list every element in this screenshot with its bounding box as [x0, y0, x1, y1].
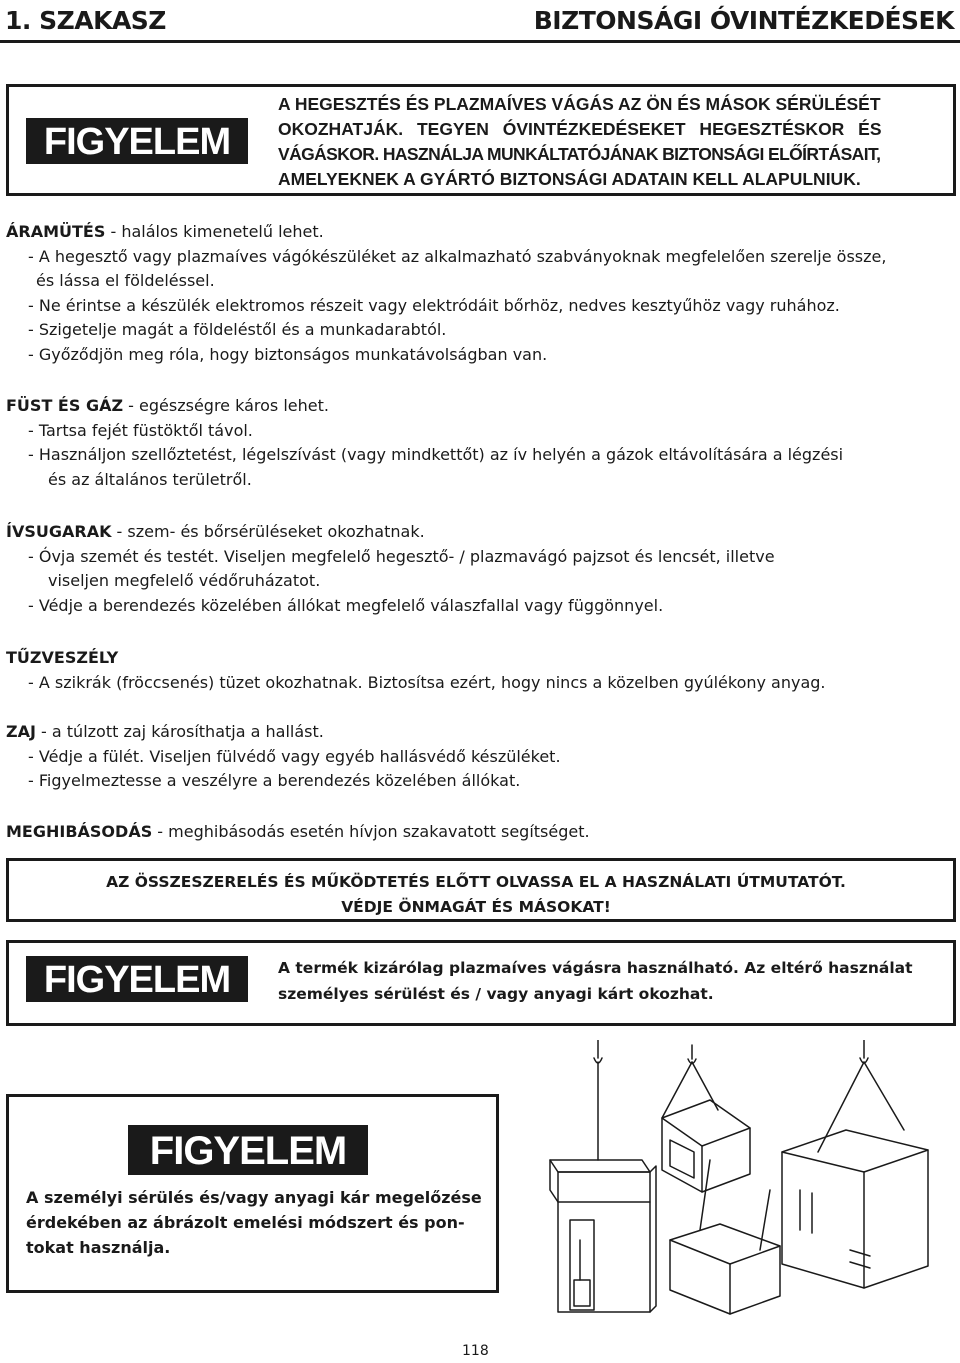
section-heading: ÍVSUGARAK [6, 522, 112, 541]
machine-single-hook [550, 1040, 656, 1312]
section-line: - Használjon szellőztetést, légelszívást (vagy mindkettőt) az ív helyén a gázok eltávolítására a légzési [28, 445, 844, 464]
page-header [0, 0, 960, 48]
section-line: - Tartsa fejét füstöktől távol. [28, 420, 253, 440]
section-electric-shock [6, 220, 886, 367]
section-heading-line [6, 520, 775, 545]
warning-middle-line: A termék kizárólag plazmaíves vágásra használható. Az eltérő használat [278, 959, 913, 977]
warning-badge-middle: FIGYELEM [26, 956, 248, 1002]
section-line: viseljen megfelelő védőruházatot. [48, 571, 321, 590]
notice-line: AZ ÖSSZESZERELÉS ÉS MŰKÖDTETÉS ELŐTT OLVASSA EL A HASZNÁLATI ÚTMUTATÓT. [106, 873, 846, 891]
warning-top-text [278, 92, 941, 192]
section-line: és lássa el földeléssel. [36, 271, 215, 290]
section-line: és az általános területről. [48, 469, 252, 489]
section-heading-line [6, 820, 590, 845]
section-line: - Védje a berendezés közelében állókat megfelelő válaszfallal vagy függönnyel. [28, 595, 664, 615]
section-line: - A szikrák (fröccsenés) tüzet okozhatnak. Biztosítsa ezért, hogy nincs a közelben gyúlékony anyag. [28, 672, 826, 692]
warning-bottom-line: tokat használja. [26, 1238, 171, 1257]
notice-line: VÉDJE ÖNMAGÁT ÉS MÁSOKAT! [341, 898, 611, 916]
section-line: - Győződjön meg róla, hogy biztonságos munkatávolságban van. [28, 344, 548, 364]
section-desc: - szem- és bőrsérüléseket okozhatnak. [111, 522, 425, 541]
section-desc: - egészségre káros lehet. [123, 396, 329, 415]
warning-bottom-line: A személyi sérülés és/vagy anyagi kár megelőzése [26, 1188, 482, 1207]
section-malfunction [6, 820, 590, 845]
warning-top-line: A HEGESZTÉS ÉS PLAZMAÍVES VÁGÁS AZ ÖN ÉS MÁSOK SÉRÜLÉSÉT [278, 94, 881, 114]
section-heading: TŰZVESZÉLY [6, 648, 119, 667]
page-number: 118 [462, 1343, 489, 1359]
section-noise [6, 720, 561, 794]
section-line: - Védje a fülét. Viseljen fülvédő vagy egyéb hallásvédő készüléket. [28, 746, 561, 766]
section-line: - Ne érintse a készülék elektromos részeit vagy elektródáit bőrhöz, nedves kesztyűhöz vagy ruhához. [28, 295, 840, 315]
section-title: BIZTONSÁGI ÓVINTÉZKEDÉSEK [533, 6, 954, 35]
section-desc: - a túlzott zaj károsíthatja a hallást. [35, 722, 324, 741]
section-desc: - halálos kimenetelű lehet. [105, 222, 324, 241]
section-desc: - meghibásodás esetén hívjon szakavatott segítséget. [152, 822, 590, 841]
warning-bottom-line: érdekében az ábrázolt emelési módszert és pon- [26, 1213, 465, 1232]
warning-top-line: AMELYEKNEK A GYÁRTÓ BIZTONSÁGI ADATAIN KELL ALAPULNIUK. [278, 169, 861, 189]
section-line: - Szigetelje magát a földeléstől és a munkadarabtól. [28, 320, 447, 339]
section-heading-line [6, 720, 561, 745]
section-number: 1. SZAKASZ [5, 6, 166, 35]
section-line: - Figyelmeztesse a veszélyre a berendezés közelében állókat. [28, 771, 521, 790]
section-heading-line [6, 394, 843, 419]
warning-badge-bottom: FIGYELEM [128, 1125, 368, 1175]
section-heading: MEGHIBÁSODÁS [6, 822, 153, 841]
warning-top-line: OKOZHATJÁK. TEGYEN ÓVINTÉZKEDÉSEKET HEGESZTÉSKOR ÉS [278, 119, 882, 139]
notice-text [8, 870, 944, 920]
section-heading-line [6, 220, 886, 245]
warning-badge-top: FIGYELEM [26, 118, 248, 164]
warning-middle-line: személyes sérülést és / vagy anyagi kárt okozhat. [278, 985, 714, 1003]
warning-top-line: VÁGÁSKOR. HASZNÁLJA MUNKÁLTATÓJÁNAK BIZTONSÁGI ELŐÍRTÁSAIT, [278, 144, 881, 164]
section-arc-rays [6, 520, 775, 618]
section-heading: ÁRAMÜTÉS [6, 222, 106, 241]
section-line: - Óvja szemét és testét. Viseljen megfelelő hegesztő- / plazmavágó pajzsot és lencsét, illetve [28, 546, 775, 566]
warning-middle-text [278, 955, 948, 1007]
section-heading-line [6, 646, 826, 671]
section-heading: FÜST ÉS GÁZ [6, 396, 124, 415]
section-heading: ZAJ [6, 722, 36, 741]
machine-large-box [782, 1040, 928, 1288]
lifting-illustration [520, 1040, 950, 1330]
warning-bottom-text [26, 1185, 496, 1260]
header-rule [0, 40, 960, 43]
section-fire [6, 646, 826, 695]
section-line: - A hegesztő vagy plazmaíves vágókészüléket az alkalmazható szabványoknak megfelelően szerelje össze, [28, 246, 887, 266]
section-fumes [6, 394, 843, 492]
machine-small-box [662, 1045, 750, 1192]
